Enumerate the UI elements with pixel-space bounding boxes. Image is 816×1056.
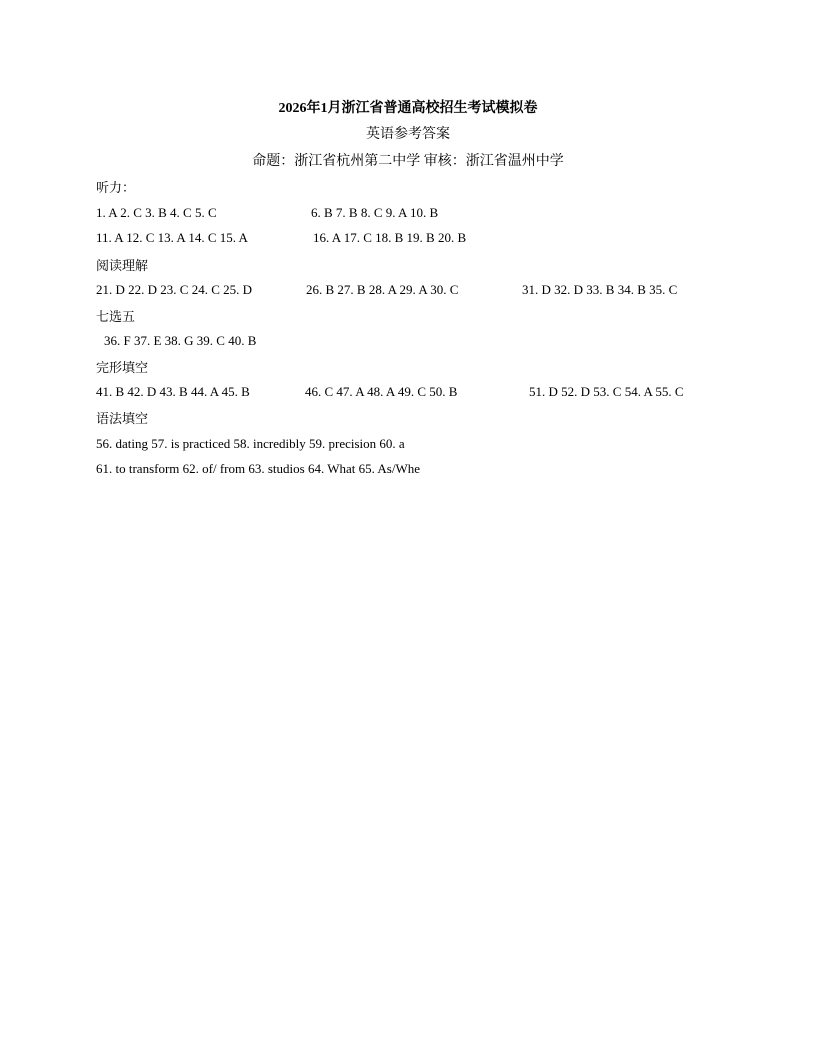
seven-choose-five-answers: 36. F 37. E 38. G 39. C 40. B [104, 333, 257, 348]
listening-answers-16-20: 16. A 17. C 18. B 19. B 20. B [313, 230, 467, 245]
page-title: 2026年1月浙江省普通高校招生考试模拟卷 [278, 101, 538, 116]
reading-answers-31-35: 31. D 32. D 33. B 34. B 35. C [522, 282, 678, 297]
reading-heading: 阅读理解 [96, 258, 149, 273]
reading-answers-26-30: 26. B 27. B 28. A 29. A 30. C [306, 282, 459, 297]
listening-answers-1-5: 1. A 2. C 3. B 4. C 5. C [96, 205, 217, 220]
grammar-answers-56-60: 56. dating 57. is practiced 58. incredibly 59. precision 60. a [96, 436, 405, 451]
cloze-answers-51-55: 51. D 52. D 53. C 54. A 55. C [529, 384, 684, 399]
grammar-heading: 语法填空 [96, 411, 149, 426]
cloze-answers-46-50: 46. C 47. A 48. A 49. C 50. B [305, 384, 458, 399]
listening-answers-11-15: 11. A 12. C 13. A 14. C 15. A [96, 230, 248, 245]
cloze-heading: 完形填空 [96, 360, 149, 375]
seven-choose-five-heading: 七选五 [96, 309, 136, 324]
page-subtitle: 英语参考答案 [366, 127, 450, 142]
grammar-answers-61-65: 61. to transform 62. of/ from 63. studios 64. What 65. As/Whe [96, 461, 421, 476]
reading-answers-21-25: 21. D 22. D 23. C 24. C 25. D [96, 282, 253, 297]
listening-answers-6-10: 6. B 7. B 8. C 9. A 10. B [311, 205, 439, 220]
cloze-answers-41-45: 41. B 42. D 43. B 44. A 45. B [96, 384, 250, 399]
authors-line: 命题：浙江省杭州第二中学 审核：浙江省温州中学 [252, 154, 564, 169]
listening-heading: 听力： [96, 180, 136, 195]
